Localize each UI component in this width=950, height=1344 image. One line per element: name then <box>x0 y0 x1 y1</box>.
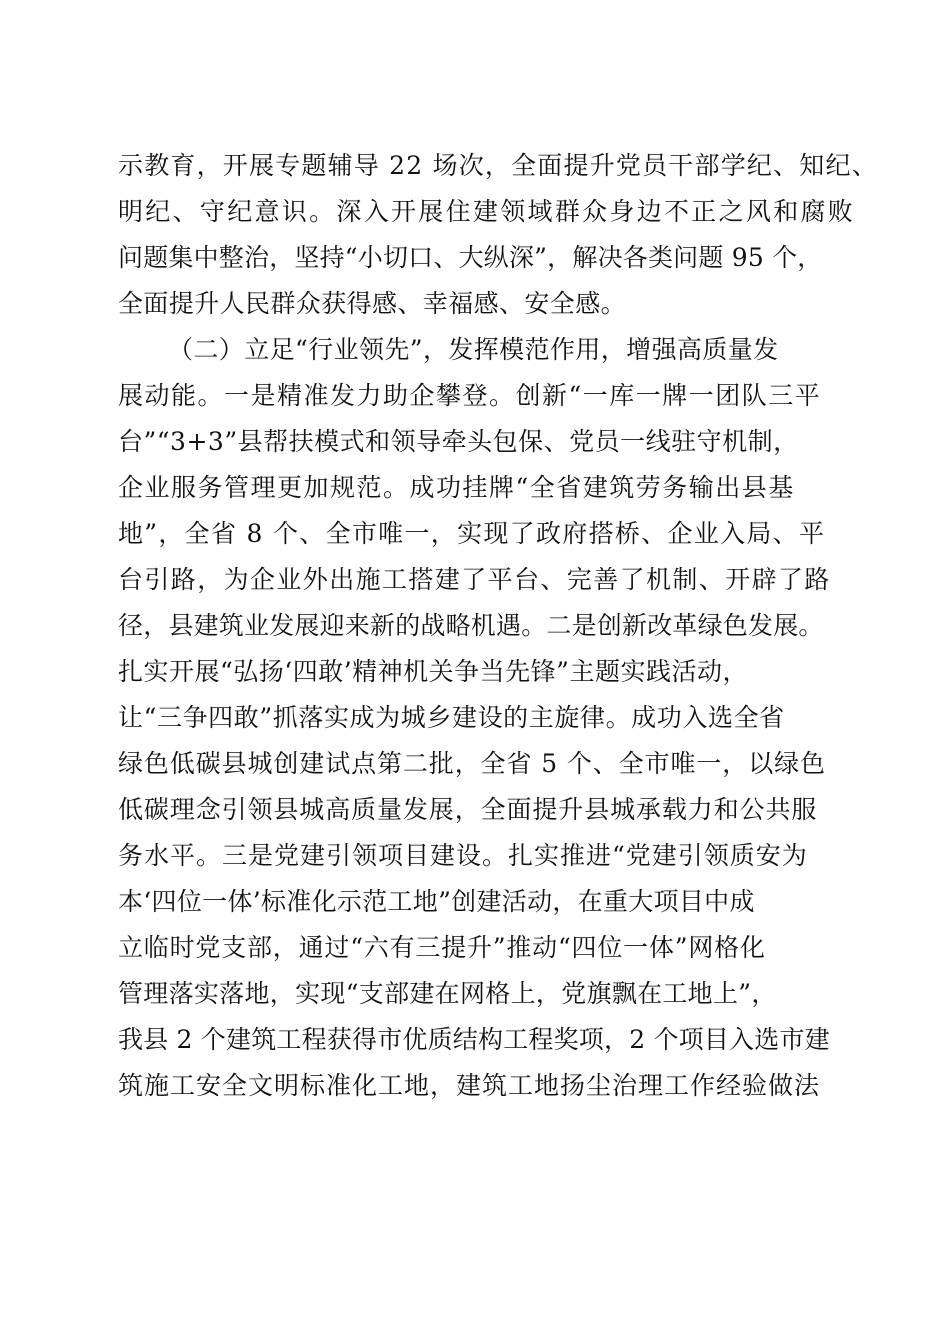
text-line: （二）立足“行业领先”，发挥模范作用，增强高质量发 <box>168 335 779 364</box>
text-line: 绿色低碳县城创建试点第二批，全省 5 个、全市唯一，以绿色 <box>118 749 826 778</box>
text-line: 地”，全省 8 个、全市唯一，实现了政府搭桥、企业入局、平 <box>118 519 826 548</box>
text-line: 明纪、守纪意识。深入开展住建领域群众身边不正之风和腐败 <box>118 197 856 226</box>
text-line: 示教育，开展专题辅导 22 场次，全面提升党员干部学纪、知纪、 <box>118 151 878 180</box>
text-line: 全面提升人民群众获得感、幸福感、安全感。 <box>118 289 627 318</box>
text-line: 径，县建筑业发展迎来新的战略机遇。二是创新改革绿色发展。 <box>118 611 824 640</box>
text-line: 台”“3+3”县帮扶模式和领导牵头包保、党员一线驻守机制， <box>118 427 799 456</box>
text-line: 扎实开展“弘扬‘四敢’精神机关争当先锋”主题实践活动， <box>118 657 748 686</box>
text-line: 展动能。一是精准发力助企攀登。创新“一库一牌一团队三平 <box>118 381 822 410</box>
text-line: 立临时党支部，通过“六有三提升”推动“四位一体”网格化 <box>118 933 766 962</box>
text-line: 问题集中整治，坚持“小切口、大纵深”，解决各类问题 95 个， <box>118 243 823 272</box>
text-line: 我县 2 个建筑工程获得市优质结构工程奖项，2 个项目入选市建 <box>118 1025 830 1054</box>
text-line: 台引路，为企业外出施工搭建了平台、完善了机制、开辟了路 <box>118 565 831 594</box>
text-line: 低碳理念引领县城高质量发展，全面提升县城承载力和公共服 <box>118 795 818 824</box>
text-line: 让“三争四敢”抓落实成为城乡建设的主旋律。成功入选全省 <box>118 703 785 732</box>
text-line: 企业服务管理更加规范。成功挂牌“全省建筑劳务输出县基 <box>118 473 795 502</box>
text-line: 管理落实落地，实现“支部建在网格上，党旗飘在工地上”， <box>118 979 777 1008</box>
body-text <box>118 143 878 1109</box>
text-line: 本‘四位一体’标准化示范工地”创建活动，在重大项目中成 <box>118 887 755 916</box>
text-line: 务水平。三是党建引领项目建设。扎实推进“党建引领质安为 <box>118 841 808 870</box>
text-line: 筑施工安全文明标准化工地，建筑工地扬尘治理工作经验做法 <box>118 1071 821 1100</box>
